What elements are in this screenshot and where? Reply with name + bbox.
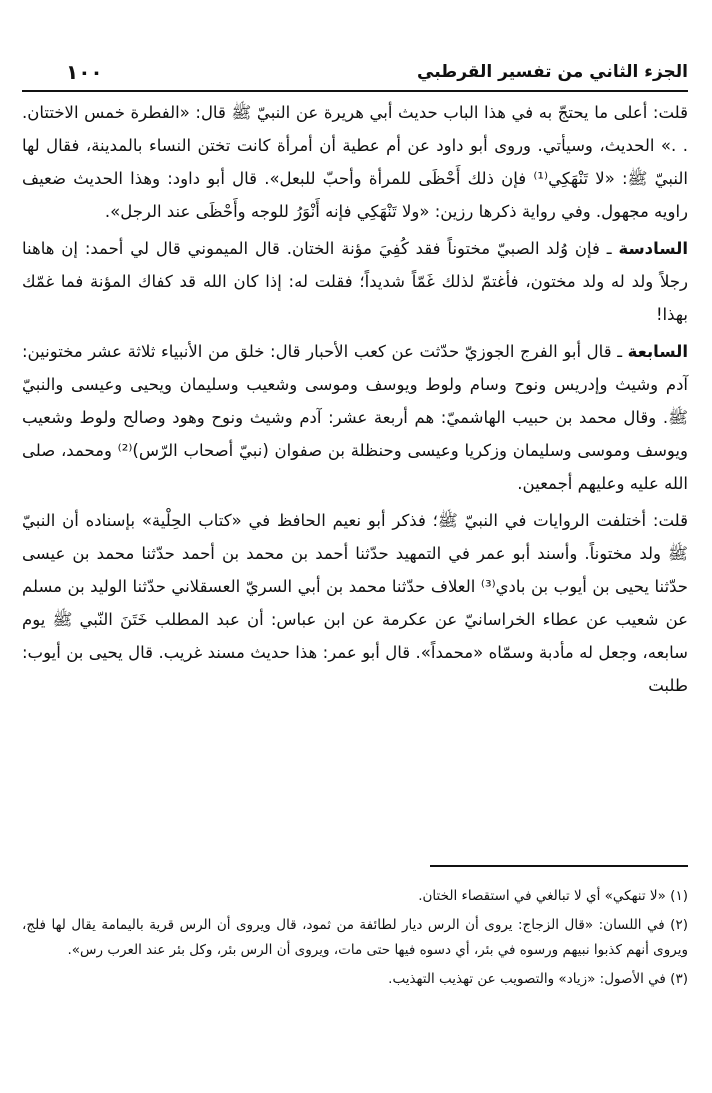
footnote-divider [430, 865, 688, 867]
header-divider [22, 90, 688, 92]
paragraph-label: السادسة [618, 239, 688, 258]
running-title: الجزء الثاني من تفسير القرطبي [417, 62, 688, 82]
footnotes [22, 884, 688, 996]
paragraph-label: السابعة [627, 342, 688, 361]
footnote-1: (١) «لا تنهكي» أي لا تبالغي في استقصاء الختان. [418, 888, 688, 904]
paragraph-narrations [22, 504, 688, 702]
paragraph-text: ـ فإن وُلد الصبيّ مختوناً فقد كُفِيَ مؤنة الختان. قال الميموني قال لي أحمد: إن هاهنا رجلاً ولد له ولد مختون، فأغتمّ لذلك غَمّاً شديداً؛ فقلت له: إذا كان الله قد كفاك المؤنة فما غمّك بهذا! [22, 239, 688, 324]
footnote-3: (٣) في الأصول: «زياد» والتصويب عن تهذيب التهذيب. [388, 971, 688, 987]
paragraph-sixth [22, 232, 688, 331]
page-number: ١٠٠ [66, 60, 103, 84]
paragraph-intro [22, 96, 688, 228]
paragraph-text: ـ قال أبو الفرج الجوزيّ حدّثت عن كعب الأحبار قال: خلق من الأنبياء ثلاثة عشر مختونين: آدم وشيث وإدريس ونوح وسام ولوط ويوسف وموسى وشعيب وسليمان ويحيى وعيسى والنبيّ ﷺ. وقال محمد بن حبيب الهاشميّ: هم أربعة عشر: آدم وشيث ونوح وهود وصالح ولوط وشعيب ويوسف وموسى وسليمان وزكريا وعيسى وحنظلة بن صفوان (نبيّ أصحاب الرّس)⁽²⁾ ومحمد، صلى الله عليه وعليهم أجمعين. [22, 342, 688, 493]
paragraph-seventh [22, 335, 688, 500]
paragraph-text: قلت: أعلى ما يحتجّ به في هذا الباب حديث أبي هريرة عن النبيّ ﷺ قال: «الفطرة خمس الاختتان. . .» الحديث، وسيأتي. وروى أبو داود عن أم عطية أن أمرأة كانت تختن النساء بالمدينة، فقال لها النبيّ ﷺ: «لا تَنْهَكِي⁽¹⁾ فإن ذلك أَحْظَى للمرأة وأحبّ للبعل». قال أبو داود: وهذا الحديث ضعيف راويه مجهول. وفي رواية ذكرها رزين: «ولا تَنْهَكِي فإنه أَنْوَرُ للوجه وأَحْظَى عند الرجل». [22, 103, 689, 221]
main-text [22, 96, 688, 702]
footnote-2: (٢) في اللسان: «قال الزجاج: يروى أن الرس ديار لطائفة من ثمود، قال ويروى أن الرس قرية باليمامة يقال لها فلج، ويروى أنهم كذبوا نبيهم ورسوه في بئر، أي دسوه فيها حتى مات، ويروى أن الرس بئر، وكل بئر عند العرب رس». [22, 917, 688, 958]
page-header [22, 58, 688, 88]
paragraph-text: قلت: أختلفت الروايات في النبيّ ﷺ؛ فذكر أبو نعيم الحافظ في «كتاب الحِلْية» بإسناده أن النبيّ ﷺ ولد مختوناً. وأسند أبو عمر في التمهيد حدّثنا أحمد بن محمد بن أحمد حدّثنا محمد بن عيسى حدّثنا يحيى بن أيوب بن بادي⁽³⁾ العلاف حدّثنا محمد بن أبي السريّ العسقلاني حدّثنا الوليد بن مسلم عن شعيب عن عطاء الخراسانيّ عن عكرمة عن ابن عباس: أن عبد المطلب خَتَنَ النّبي ﷺ يوم سابعه، وجعل له مأدبة وسمّاه «محمداً». قال أبو عمر: هذا حديث مسند غريب. قال يحيى بن أيوب: طلبت [22, 511, 688, 695]
